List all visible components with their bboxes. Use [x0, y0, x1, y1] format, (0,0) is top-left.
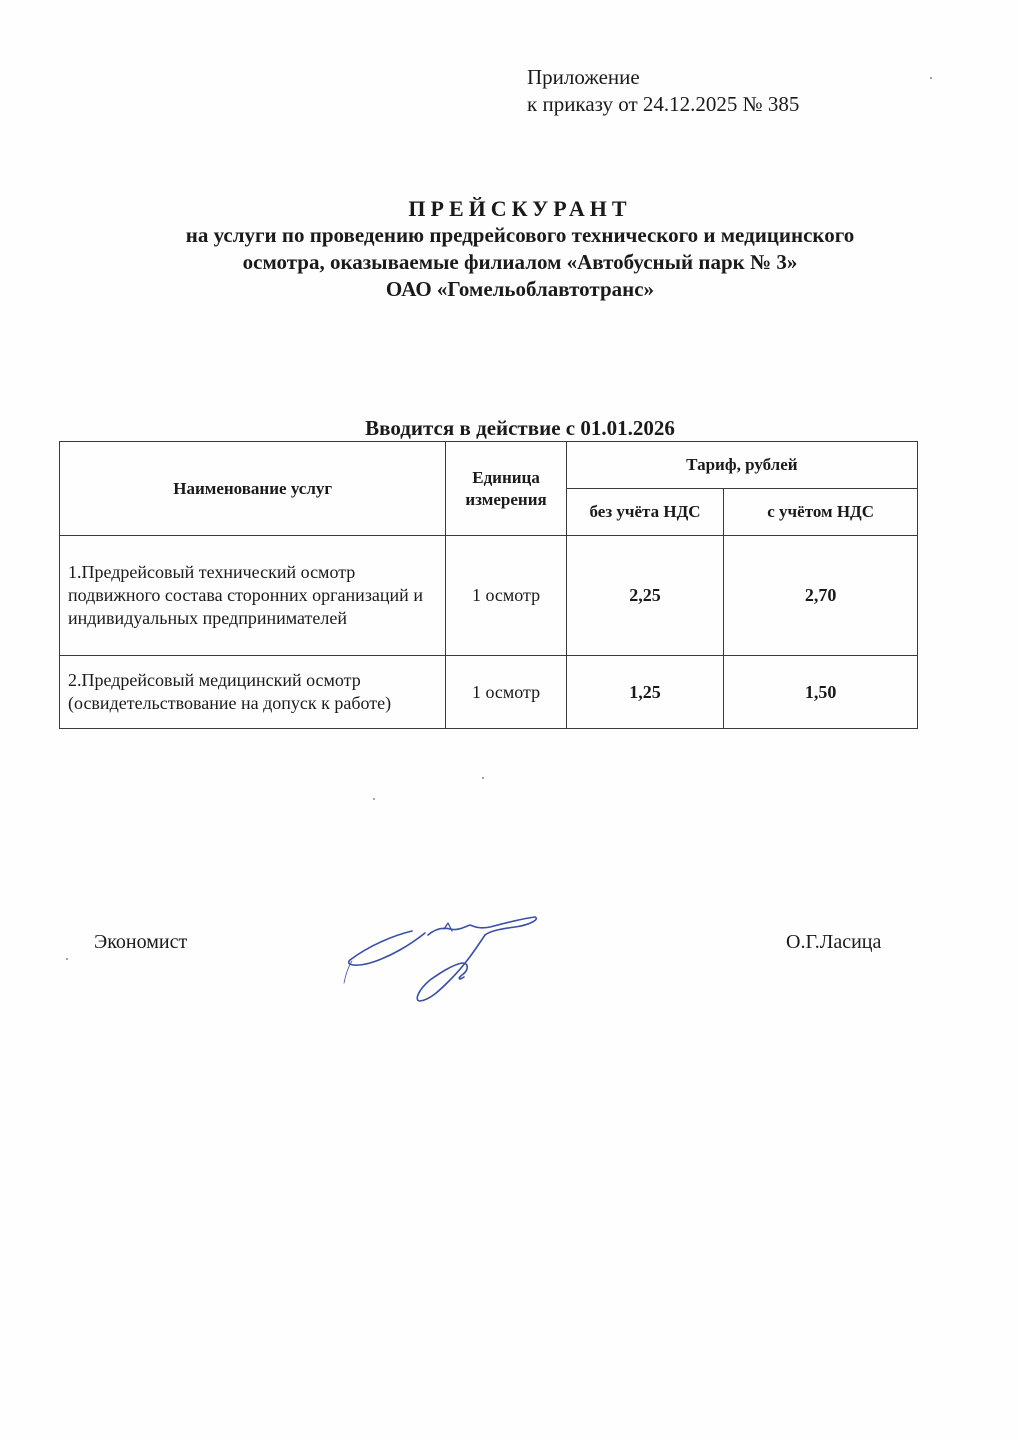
price-table	[59, 441, 918, 729]
signature-stroke	[428, 917, 536, 935]
document-subtitle-line-2: осмотра, оказываемые филиалом «Автобусный парк № 3»	[242, 250, 798, 274]
effective-date: Вводится в действие с 01.01.2026	[365, 416, 675, 440]
scan-speck	[482, 777, 484, 779]
table-header-row	[60, 442, 918, 489]
table-row	[60, 656, 918, 729]
service-name-cell: 1.Предрейсовый технический осмотр подвижного состава сторонних организаций и индивидуальных предпринимателей	[60, 536, 446, 656]
price-without-vat-cell: 2,25	[566, 536, 724, 656]
appendix-header	[527, 64, 799, 118]
signature-stroke	[417, 935, 485, 1001]
header-without-vat: без учёта НДС	[566, 489, 724, 536]
scan-speck	[930, 77, 932, 79]
document-subtitle-line-1: на услуги по проведению предрейсового технического и медицинского	[185, 223, 855, 247]
price-with-vat-cell: 2,70	[724, 536, 918, 656]
price-with-vat-cell: 1,50	[724, 656, 918, 729]
unit-cell: 1 осмотр	[446, 536, 566, 656]
signature-stroke	[349, 931, 425, 965]
signatory-position: Экономист	[94, 931, 188, 953]
table-row	[60, 536, 918, 656]
header-with-vat: с учётом НДС	[724, 489, 918, 536]
signatory-name: О.Г.Ласица	[786, 931, 882, 953]
scan-speck	[66, 958, 68, 960]
document-subtitle-line-3: ОАО «Гомельоблавтотранс»	[385, 277, 655, 301]
unit-cell: 1 осмотр	[446, 656, 566, 729]
appendix-label: Приложение	[527, 65, 640, 89]
signature-stroke	[444, 923, 452, 931]
appendix-order-reference: к приказу от 24.12.2025 № 385	[527, 92, 800, 116]
handwritten-signature	[340, 905, 550, 1005]
price-without-vat-cell: 1,25	[566, 656, 724, 729]
header-tariff: Тариф, рублей	[566, 442, 917, 489]
service-name-cell: 2.Предрейсовый медицинский осмотр (освидетельствование на допуск к работе)	[60, 656, 446, 729]
document-title: ПРЕЙСКУРАНТ	[408, 196, 632, 221]
header-service-name: Наименование услуг	[60, 442, 446, 536]
document-title-block	[60, 195, 980, 303]
scan-speck	[373, 798, 375, 800]
header-unit: Единица измерения	[446, 442, 566, 536]
